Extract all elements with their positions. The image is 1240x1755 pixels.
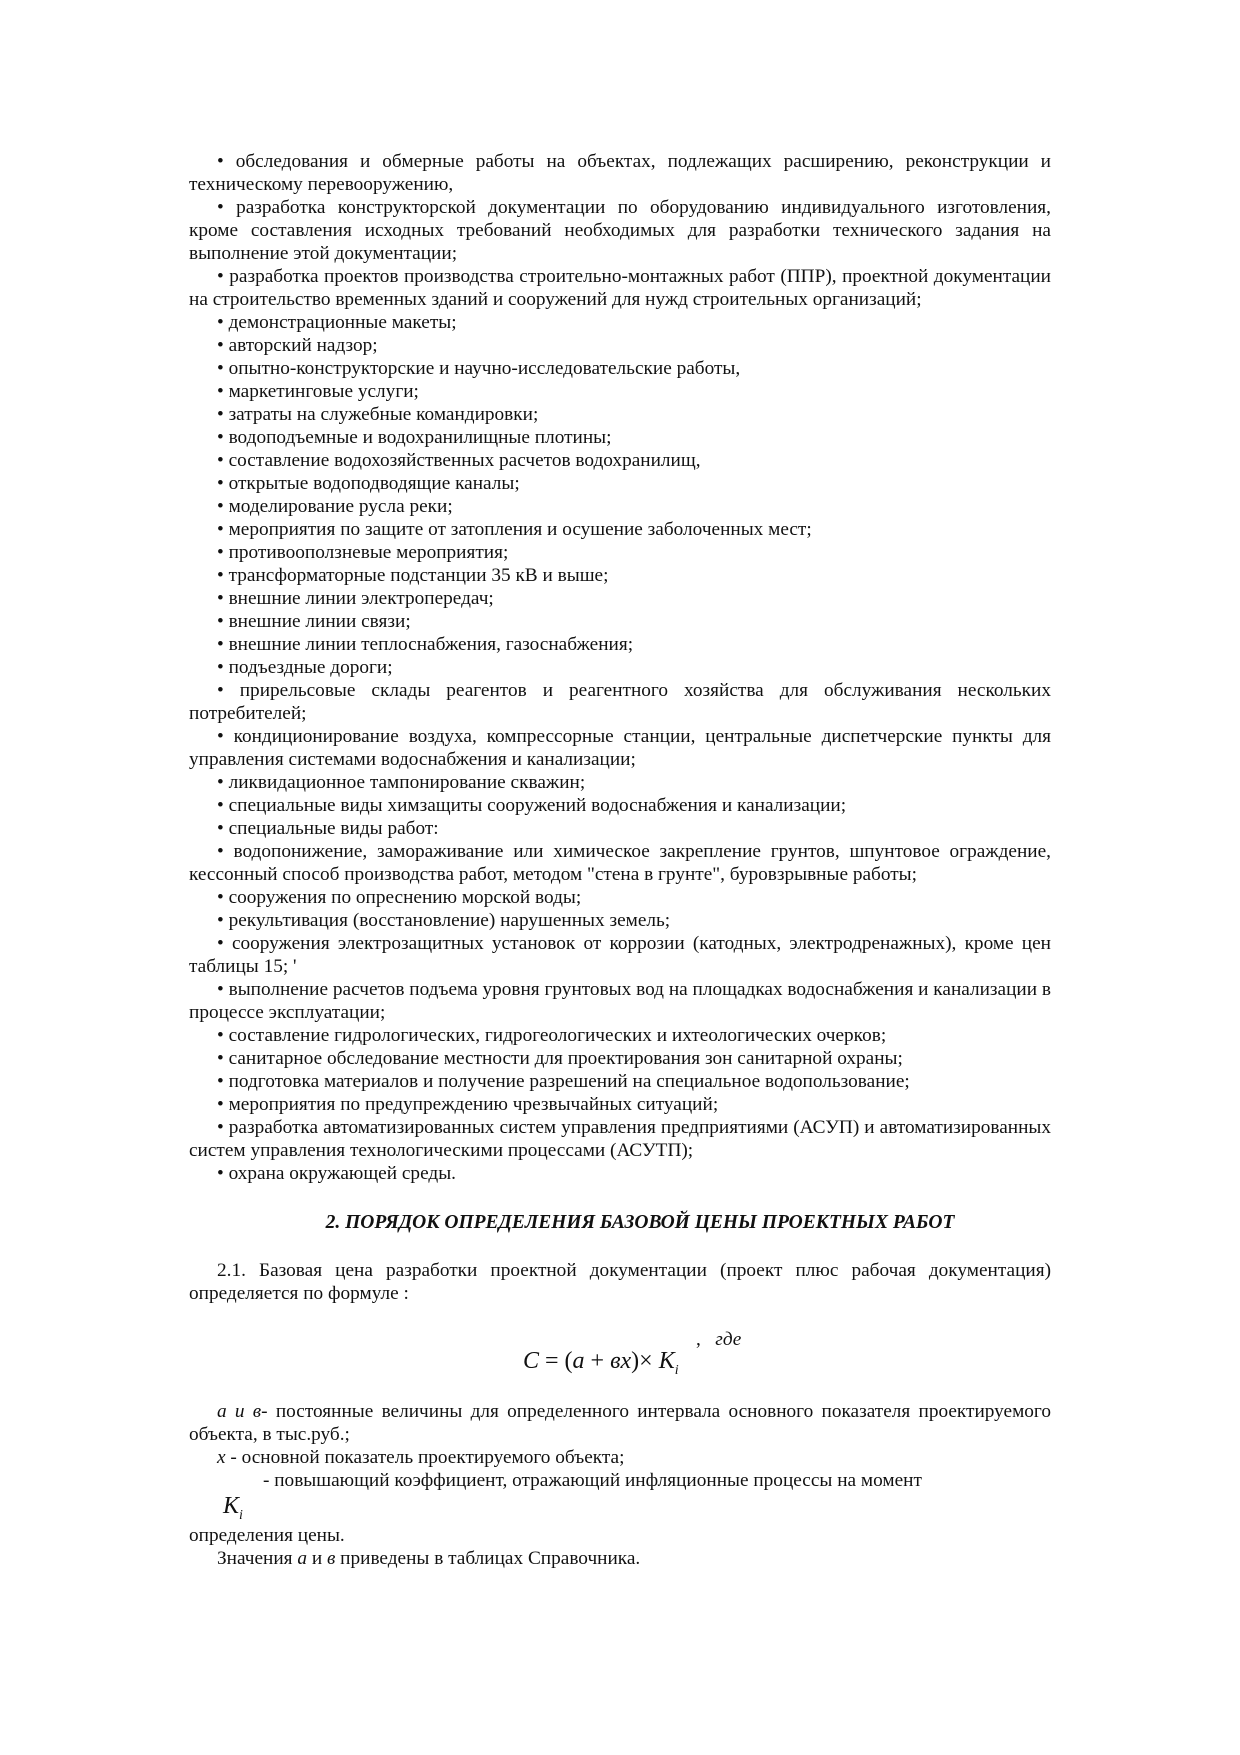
intro-paragraph: 2.1. Базовая цена разработки проектной документации (проект плюс рабочая документация) определяется по формуле : xyxy=(189,1260,1051,1304)
list-item: • охрана окружающей среды. xyxy=(217,1163,456,1184)
formula-block xyxy=(189,1328,1051,1400)
list-item: • составление гидрологических, гидрогеологических и ихтеологических очерков; xyxy=(217,1025,887,1046)
list-item: • специальные виды работ: xyxy=(217,818,439,839)
definition-k-continuation: определения цены. xyxy=(189,1525,345,1546)
list-item: • сооружения по опреснению морской воды; xyxy=(217,887,582,908)
list-item: • рекультивация (восстановление) нарушенных земель; xyxy=(217,910,671,931)
values-note: Значения а и в приведены в таблицах Справочника. xyxy=(217,1548,641,1569)
list-item: • подготовка материалов и получение разрешений на специальное водопользование; xyxy=(217,1071,910,1092)
list-item: • внешние линии связи; xyxy=(217,611,411,632)
list-item: • специальные виды химзащиты сооружений водоснабжения и канализации; xyxy=(217,795,847,816)
list-item: • внешние линии теплоснабжения, газоснабжения; xyxy=(217,634,634,655)
list-item: • авторский надзор; xyxy=(217,335,378,356)
list-item: • кондиционирование воздуха, компрессорные станции, центральные диспетчерские пункты для управления системами водоснабжения и канализации; xyxy=(189,726,1051,770)
list-item: • противооползневые мероприятия; xyxy=(217,542,509,563)
document-page xyxy=(189,150,1051,1570)
list-item: • затраты на служебные командировки; xyxy=(217,404,539,425)
list-item: • водоподъемные и водохранилищные плотины; xyxy=(217,427,612,448)
list-item: • открытые водоподводящие каналы; xyxy=(217,473,520,494)
list-item: • выполнение расчетов подъема уровня грунтовых вод на площадках водоснабжения и канализации в процессе эксплуатации; xyxy=(189,979,1051,1023)
list-item: • обследования и обмерные работы на объектах, подлежащих расширению, реконструкции и техническому перевооружению, xyxy=(189,151,1051,195)
price-formula: $C = (а + вх)\times K_i$ xyxy=(523,1348,679,1378)
list-item: • разработка конструкторской документации по оборудованию индивидуального изготовления, кроме составления исходных требований необходимых для разработки технического задания на выполнение этой документации; xyxy=(189,197,1051,264)
list-item: • внешние линии электропередач; xyxy=(217,588,494,609)
list-item: • разработка проектов производства строительно-монтажных работ (ППР), проектной документации на строительство временных зданий и сооружений для нужд строительных организаций; xyxy=(189,266,1051,310)
list-item: • мероприятия по защите от затопления и осушение заболоченных мест; xyxy=(217,519,812,540)
list-item: • сооружения электрозащитных установок от коррозии (катодных, электродренажных), кроме цен таблицы 15; ' xyxy=(189,933,1051,977)
definition-a-b: а и в- постоянные величины для определенного интервала основного показателя проектируемого объекта, в тыс.руб.; xyxy=(189,1401,1052,1445)
list-item: • составление водохозяйственных расчетов водохранилищ, xyxy=(217,450,701,471)
list-item: • разработка автоматизированных систем управления предприятиями (АСУП) и автоматизированных систем управления технологическими процессами (АСУТП); xyxy=(189,1117,1051,1161)
list-item: • подъездные дороги; xyxy=(217,657,393,678)
coefficient-symbol: $K_i$ xyxy=(223,1493,243,1523)
list-item: • трансформаторные подстанции 35 кВ и выше; xyxy=(217,565,609,586)
list-item: • ликвидационное тампонирование скважин; xyxy=(217,772,586,793)
definition-k: - повышающий коэффициент, отражающий инфляционные процессы на момент xyxy=(263,1470,922,1491)
formula-where-note: , где xyxy=(696,1329,742,1350)
list-item: • водопонижение, замораживание или химическое закрепление грунтов, шпунтовое ограждение, кессонный способ производства работ, методом "стена в грунте", буровзрывные работы; xyxy=(189,841,1051,885)
bullet-list xyxy=(189,150,1051,1185)
list-item: • санитарное обследование местности для проектирования зон санитарной охраны; xyxy=(217,1048,903,1069)
list-item: • маркетинговые услуги; xyxy=(217,381,419,402)
list-item: • моделирование русла реки; xyxy=(217,496,453,517)
list-item: • демонстрационные макеты; xyxy=(217,312,457,333)
list-item: • прирельсовые склады реагентов и реагентного хозяйства для обслуживания нескольких потребителей; xyxy=(189,680,1051,724)
list-item: • опытно-конструкторские и научно-исследовательские работы, xyxy=(217,358,741,379)
section-heading: 2. ПОРЯДОК ОПРЕДЕЛЕНИЯ БАЗОВОЙ ЦЕНЫ ПРОЕКТНЫХ РАБОТ xyxy=(325,1212,955,1233)
list-item: • мероприятия по предупреждению чрезвычайных ситуаций; xyxy=(217,1094,719,1115)
definition-x: х - основной показатель проектируемого объекта; xyxy=(217,1447,625,1468)
